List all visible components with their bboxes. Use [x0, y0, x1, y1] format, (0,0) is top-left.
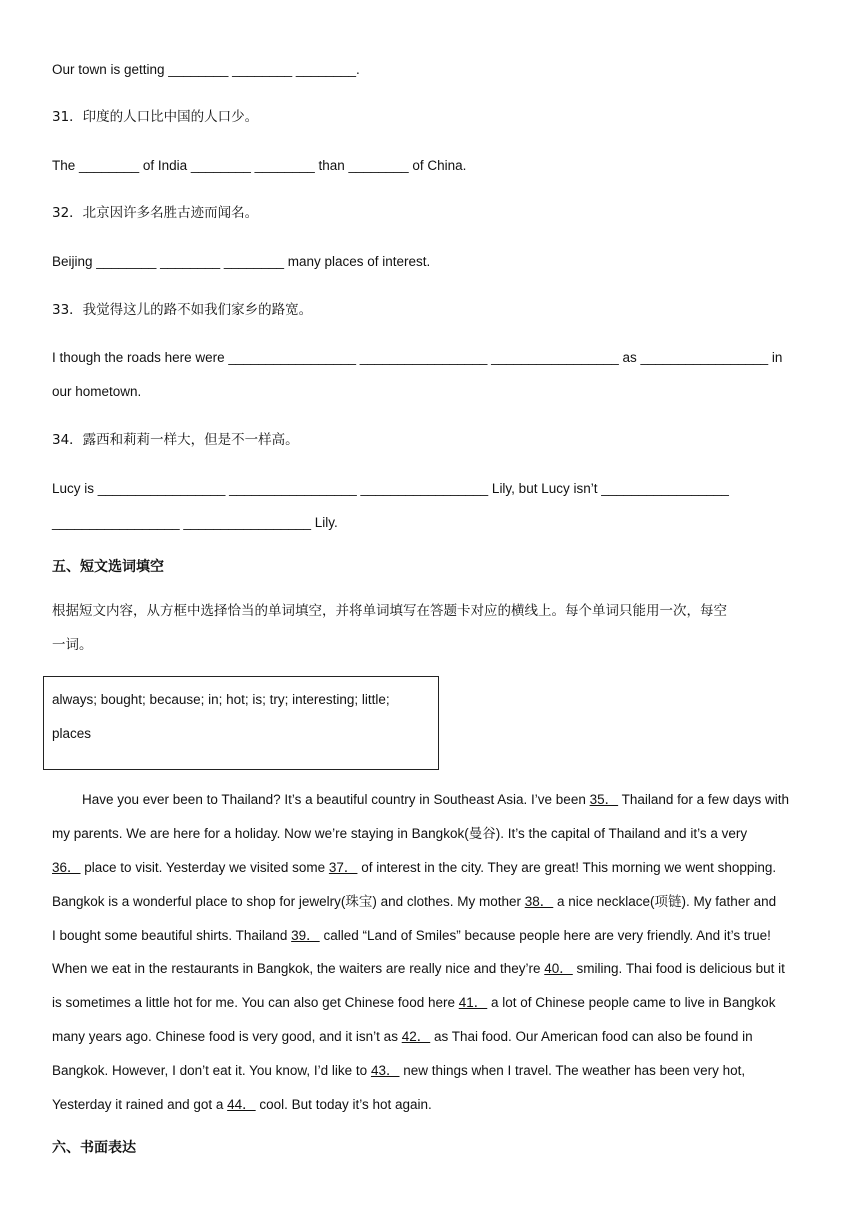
blank-39[interactable]: 39． — [291, 928, 320, 943]
q33-answer-line-1: I though the roads here were _________________ _________________ _________________ as _________________ in — [52, 350, 783, 365]
passage-text: smiling. Thai food is delicious but it — [572, 961, 785, 976]
blank-35[interactable]: 35． — [589, 792, 619, 807]
blank-44[interactable]: 44． — [227, 1097, 256, 1112]
passage-line — [52, 1095, 812, 1115]
passage-text: place to visit. Yesterday we visited some — [80, 860, 329, 875]
q32-chinese: 32．北京因许多名胜古迹而闻名。 — [52, 205, 259, 221]
section5-heading: 五、短文选词填空 — [52, 559, 164, 575]
q31-chinese: 31．印度的人口比中国的人口少。 — [52, 109, 259, 125]
q33-chinese: 33．我觉得这儿的路不如我们家乡的路宽。 — [52, 302, 313, 318]
blank-42[interactable]: 42． — [401, 1029, 431, 1044]
q32-answer-line: Beijing ________ ________ ________ many places of interest. — [52, 254, 431, 269]
word-box-line-2: places — [52, 726, 92, 741]
passage-line — [52, 959, 812, 979]
passage-line — [52, 1061, 812, 1081]
blank-37[interactable]: 37． — [328, 860, 358, 875]
passage-text: a nice necklace(项链). My father and — [553, 894, 777, 909]
passage-line — [52, 926, 812, 946]
passage-line — [52, 858, 812, 878]
passage-text: my parents. We are here for a holiday. Now we’re staying in Bangkok(曼谷). It’s the capital of Thailand and it’s a very — [52, 826, 748, 841]
passage-line — [82, 790, 842, 810]
passage-line — [52, 824, 812, 844]
passage-line — [52, 1027, 812, 1047]
q34-chinese: 34．露西和莉莉一样大，但是不一样高。 — [52, 432, 299, 448]
word-box-line-1: always; bought; because; in; hot; is; try; interesting; little; — [52, 692, 390, 707]
passage-text: Thailand for a few days with — [618, 792, 789, 807]
passage-text: is sometimes a little hot for me. You can also get Chinese food here — [52, 995, 459, 1010]
passage-text: Bangkok is a wonderful place to shop for jewelry(珠宝) and clothes. My mother — [52, 894, 525, 909]
q30-answer-line: Our town is getting ________ ________ ________. — [52, 62, 360, 77]
passage-text: Have you ever been to Thailand? It’s a beautiful country in Southeast Asia. I’ve been — [82, 792, 590, 807]
blank-43[interactable]: 43． — [370, 1063, 400, 1078]
passage-text: Bangkok. However, I don’t eat it. You know, I’d like to — [52, 1063, 371, 1078]
passage-text: I bought some beautiful shirts. Thailand — [52, 928, 292, 943]
q33-answer-line-2: our hometown. — [52, 384, 142, 399]
passage-text: many years ago. Chinese food is very good, and it isn’t as — [52, 1029, 402, 1044]
section5-instruction-1: 根据短文内容，从方框中选择恰当的单词填空，并将单词填写在答题卡对应的横线上。每个单词只能用一次，每空 — [52, 603, 727, 619]
passage-text: Yesterday it rained and got a — [52, 1097, 228, 1112]
passage-text: as Thai food. Our American food can also be found in — [430, 1029, 753, 1044]
blank-40[interactable]: 40． — [544, 961, 573, 976]
passage-text: a lot of Chinese people came to live in Bangkok — [487, 995, 776, 1010]
word-box — [43, 676, 439, 770]
section5-instruction-2: 一词。 — [52, 637, 93, 653]
passage-text: new things when I travel. The weather has been very hot, — [399, 1063, 746, 1078]
blank-38[interactable]: 38． — [524, 894, 554, 909]
q34-answer-line-1: Lucy is _________________ _________________ _________________ Lily, but Lucy isn’t _________________ — [52, 481, 729, 496]
q31-answer-line: The ________ of India ________ ________ than ________ of China. — [52, 158, 467, 173]
section6-heading: 六、书面表达 — [52, 1140, 136, 1156]
passage-text: When we eat in the restaurants in Bangkok, the waiters are really nice and they’re — [52, 961, 545, 976]
blank-36[interactable]: 36． — [52, 860, 81, 875]
passage-line — [52, 892, 812, 912]
passage-line — [52, 993, 812, 1013]
passage-text: of interest in the city. They are great! This morning we went shopping. — [357, 860, 777, 875]
q34-answer-line-2: _________________ _________________ Lily. — [52, 515, 338, 530]
blank-41[interactable]: 41． — [458, 995, 488, 1010]
passage-text: called “Land of Smiles” because people here are very friendly. And it’s true! — [319, 928, 771, 943]
passage-text: cool. But today it’s hot again. — [255, 1097, 432, 1112]
